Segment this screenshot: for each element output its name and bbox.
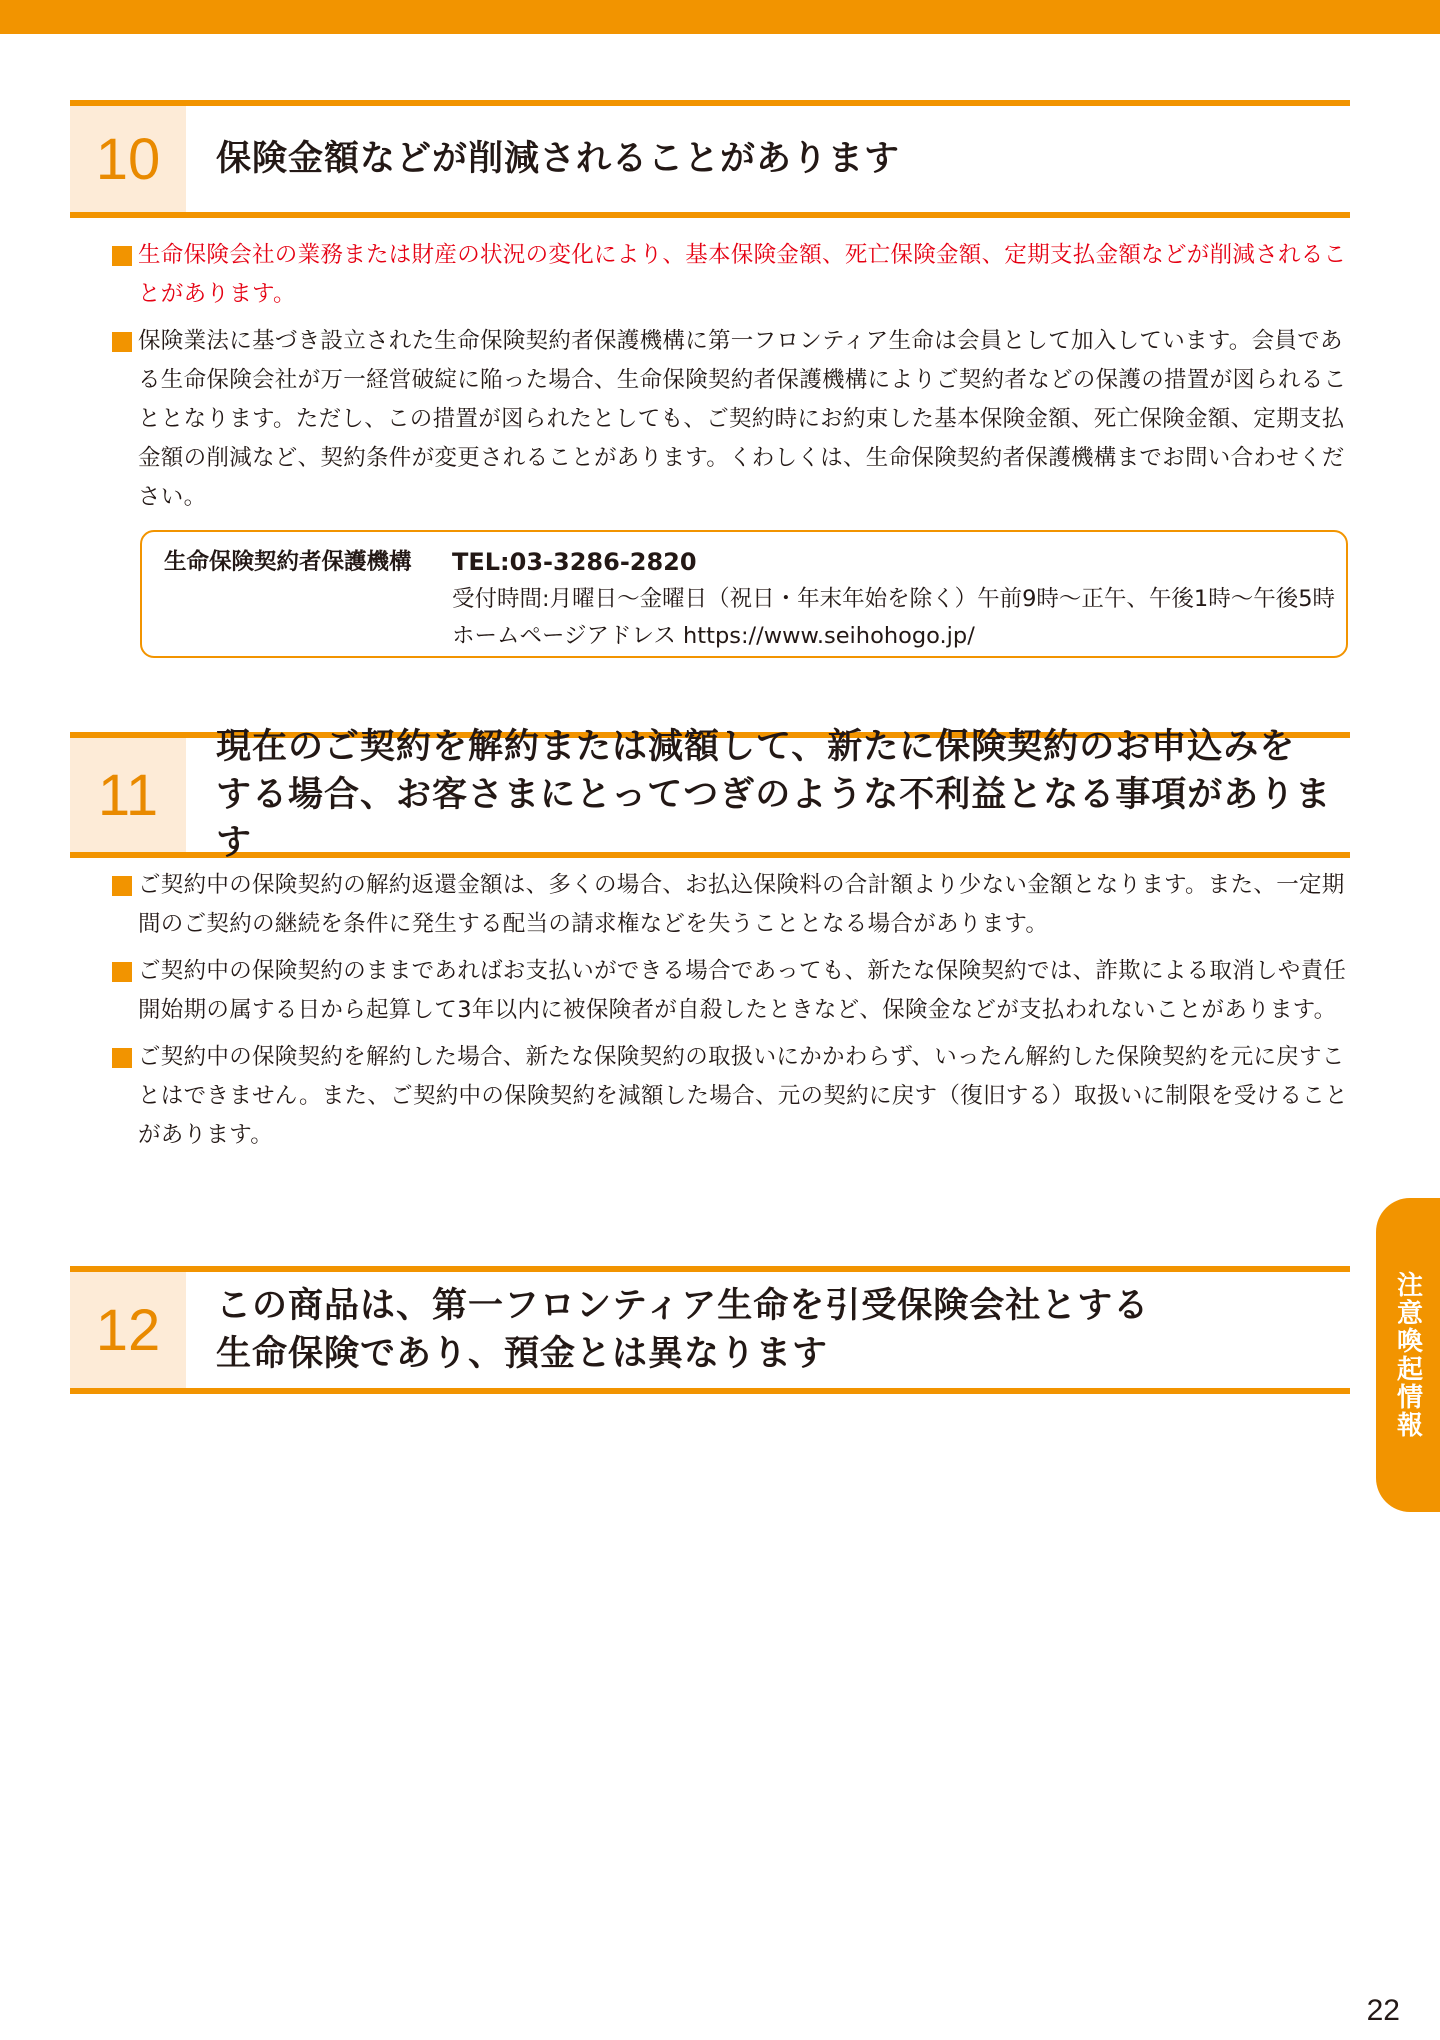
bullet-item (112, 1038, 1352, 1155)
contact-homepage (452, 618, 1335, 655)
bullet-square-icon (112, 962, 132, 982)
section-12-header (70, 1266, 1350, 1394)
section-title-line: する場合、お客さまにとってつぎのような不利益となる事項があります (216, 775, 1332, 863)
section-title-line: 現在のご契約を解約または減額して、新たに保険契約のお申込みを (216, 727, 1296, 767)
bullet-item (112, 322, 1352, 517)
bullet-text: ご契約中の保険契約のままであればお支払いができる場合であっても、新たな保険契約では、詐欺による取消しや責任開始期の属する日から起算して3年以内に被保険者が自殺したときなど、保険金などが支払われないことがあります。 (138, 958, 1347, 1023)
bullet-text: 生命保険会社の業務または財産の状況の変化により、基本保険金額、死亡保険金額、定期支払金額などが削減されることがあります。 (138, 242, 1347, 307)
bullet-item (112, 866, 1352, 944)
section-title-line: 保険金額などが削減されることがあります (216, 139, 901, 179)
bullet-item (112, 236, 1352, 314)
section-title-line: 生命保険であり、預金とは異なります (216, 1334, 829, 1374)
homepage-label: ホームページアドレス (452, 623, 676, 649)
section-title (216, 106, 1340, 212)
contact-details (452, 544, 1335, 655)
section-title (216, 727, 1340, 863)
side-tab-label: 注意喚起情報 (1392, 1271, 1423, 1439)
bullet-square-icon (112, 1048, 132, 1068)
contact-org: 生命保険契約者保護機構 (164, 549, 412, 575)
section-11-bullets (112, 866, 1352, 1163)
section-number: 10 (70, 106, 186, 212)
contact-hours: 受付時間:月曜日～金曜日（祝日・年末年始を除く）午前9時～正午、午後1時～午後5時 (452, 586, 1336, 612)
section-title (216, 1272, 1340, 1388)
bullet-item (112, 952, 1352, 1030)
bullet-square-icon (112, 876, 132, 896)
top-accent-bar (0, 0, 1440, 34)
bullet-square-icon (112, 332, 132, 352)
section-10-header (70, 100, 1350, 218)
section-number: 12 (70, 1272, 186, 1388)
section-number: 11 (70, 738, 186, 852)
contact-tel: TEL:03-3286-2820 (452, 548, 697, 576)
side-index-tab[interactable] (1376, 1198, 1440, 1512)
section-title-line: この商品は、第一フロンティア生命を引受保険会社とする (216, 1286, 1150, 1326)
homepage-link[interactable]: https://www.seihohogo.jp/ (683, 623, 975, 649)
bullet-text: ご契約中の保険契約を解約した場合、新たな保険契約の取扱いにかかわらず、いったん解約した保険契約を元に戻すことはできません。また、ご契約中の保険契約を減額した場合、元の契約に戻す（復旧する）取扱いに制限を受けることがあります。 (138, 1044, 1348, 1148)
section-10-bullets (112, 236, 1352, 525)
contact-info-box (140, 530, 1348, 658)
bullet-text: 保険業法に基づき設立された生命保険契約者保護機構に第一フロンティア生命は会員として加入しています。会員である生命保険会社が万一経営破綻に陥った場合、生命保険契約者保護機構によりご契約者などの保護の措置が図られることとなります。ただし、この措置が図られたとしても、ご契約時にお約束した基本保険金額、死亡保険金額、定期支払金額の削減など、契約条件が変更されることがあります。くわしくは、生命保険契約者保護機構までお問い合わせください。 (138, 328, 1347, 510)
bullet-square-icon (112, 246, 132, 266)
page-number: 22 (1366, 1994, 1400, 2027)
section-11-header (70, 727, 1350, 863)
bullet-text: ご契約中の保険契約の解約返還金額は、多くの場合、お払込保険料の合計額より少ない金額となります。また、一定期間のご契約の継続を条件に発生する配当の請求権などを失うこととなる場合があります。 (138, 872, 1345, 937)
